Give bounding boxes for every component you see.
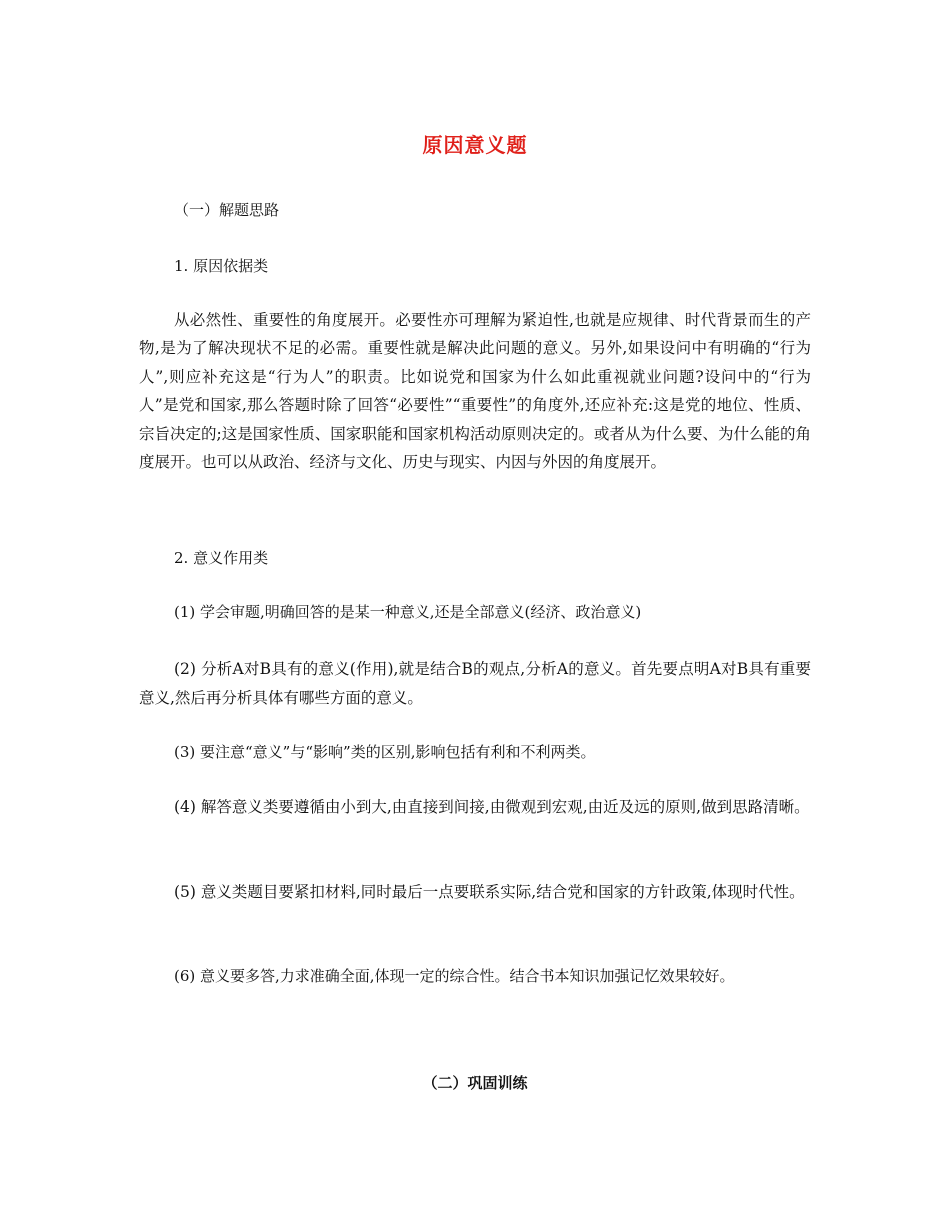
point-6: (6) 意义要多答,力求准确全面,体现一定的综合性。结合书本知识加强记忆效果较好。 xyxy=(174,967,735,985)
point-3: (3) 要注意“意义”与“影响”类的区别,影响包括有利和不利两类。 xyxy=(174,743,596,761)
point-5: (5) 意义类题目要紧扣材料,同时最后一点要联系实际,结合党和国家的方针政策,体现时代性。 xyxy=(174,883,805,901)
point-2: (2) 分析A对B具有的意义(作用),就是结合B的观点,分析A的意义。首先要点明A对B具有重要意义,然后再分析具体有哪些方面的意义。 xyxy=(139,660,811,707)
reasons-paragraph: 从必然性、重要性的角度展开。必要性亦可理解为紧迫性,也就是应规律、时代背景而生的产物,是为了解决现状不足的必需。重要性就是解决此问题的意义。另外,如果设问中有明确的“行为人”,则应补充这是“行为人”的职责。比如说党和国家为什么如此重视就业问题?设问中的“行为人”是党和国家,那么答题时除了回答“必要性”“重要性”的角度外,还应补充:这是党的地位、性质、宗旨决定的;这是国家性质、国家职能和国家机构活动原则决定的。或者从为什么要、为什么能的角度展开。也可以从政治、经济与文化、历史与现实、内因与外因的角度展开。 xyxy=(139,311,811,472)
page-title: 原因意义题 xyxy=(422,133,528,157)
item-heading-significance: 2. 意义作用类 xyxy=(174,549,269,567)
item-heading-reasons: 1. 原因依据类 xyxy=(174,257,269,275)
section-heading-approach: （一）解题思路 xyxy=(174,201,280,219)
point-1: (1) 学会审题,明确回答的是某一种意义,还是全部意义(经济、政治意义) xyxy=(174,603,642,621)
section-heading-practice: （二）巩固训练 xyxy=(422,1074,528,1092)
point-4: (4) 解答意义类要遵循由小到大,由直接到间接,由微观到宏观,由近及远的原则,做到思路清晰。 xyxy=(174,798,810,816)
